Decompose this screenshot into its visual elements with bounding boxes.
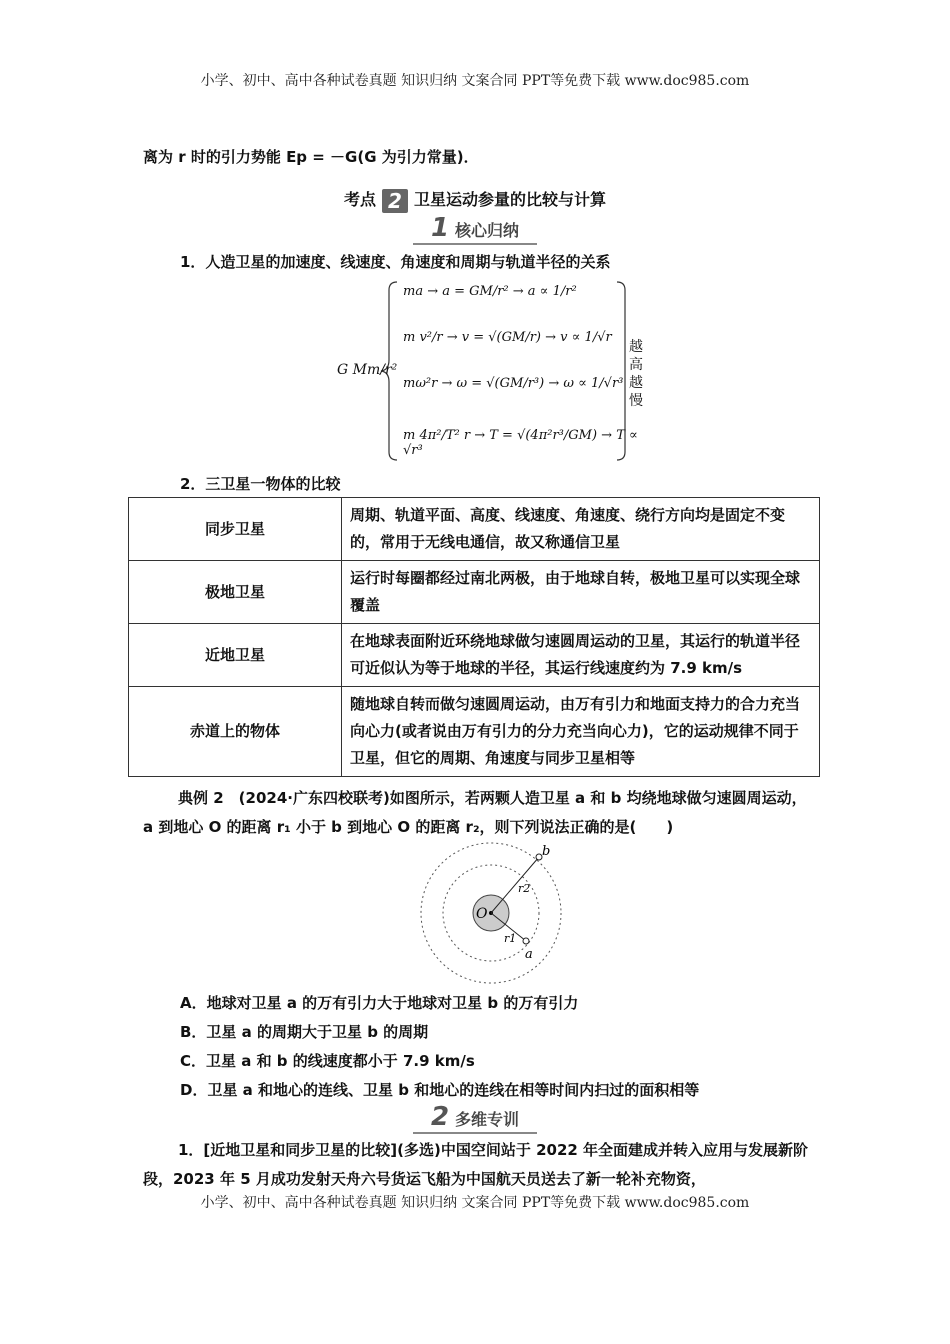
- row-label: 赤道上的物体: [129, 687, 342, 777]
- page-header: 小学、初中、高中各种试卷真题 知识归纳 文案合同 PPT等免费下载 www.doc985.com: [200, 73, 750, 89]
- label-r1: r1: [504, 932, 517, 945]
- section-number-badge: 2: [382, 189, 408, 213]
- formula-row-period: m 4π²/T² r → T = √(4π²r³/GM) → T ∝ √r³: [403, 428, 638, 458]
- item-1-heading: 1．人造卫星的加速度、线速度、角速度和周期与轨道半径的关系: [180, 253, 611, 271]
- row-label: 近地卫星: [129, 624, 342, 687]
- row-content: 运行时每圈都经过南北两极，由于地球自转，极地卫星可以实现全球覆盖: [342, 561, 820, 624]
- comparison-table: [128, 497, 820, 777]
- label-a: a: [525, 947, 533, 962]
- banner-core-summary: [0, 213, 950, 245]
- banner-label: 核心归纳: [455, 221, 520, 240]
- satellite-a: [523, 938, 529, 944]
- formula-row-angular: mω²r → ω = √(GM/r³) → ω ∝ 1/√r³: [403, 376, 624, 391]
- practice-question: 1．[近地卫星和同步卫星的比较](多选)中国空间站于 2022 年全面建成并转入应用与发展新阶段，2023 年 5 月成功发射天舟六号货运飞船为中国航天员送去了新一轮补充物资，: [143, 1141, 809, 1188]
- label-r2: r2: [518, 882, 531, 895]
- section-title: [0, 187, 950, 213]
- row-content: 周期、轨道平面、高度、线速度、角速度、绕行方向均是固定不变的，常用于无线电通信，故又称通信卫星: [342, 498, 820, 561]
- table-row: [129, 624, 820, 687]
- label-b: b: [542, 844, 551, 859]
- table-row: [129, 498, 820, 561]
- option-a: A．地球对卫星 a 的万有引力大于地球对卫星 b 的万有引力: [180, 994, 579, 1012]
- formula-row-accel: ma → a = GM/r² → a ∝ 1/r²: [403, 284, 577, 299]
- section-heading: 卫星运动参量的比较与计算: [414, 190, 607, 209]
- table-row: [129, 687, 820, 777]
- radius-r2: [491, 857, 539, 913]
- banner-number: 2: [430, 1102, 450, 1132]
- orbit-figure: [418, 840, 564, 986]
- row-content: 在地球表面附近环绕地球做匀速圆周运动的卫星，其运行的轨道半径可近似认为等于地球的半径，其运行线速度约为 7.9 km/s: [342, 624, 820, 687]
- table-row: [129, 561, 820, 624]
- formula-block: [335, 278, 647, 464]
- row-label: 极地卫星: [129, 561, 342, 624]
- section-prefix: 考点: [343, 190, 376, 209]
- banner-practice: [0, 1102, 950, 1134]
- row-label: 同步卫星: [129, 498, 342, 561]
- formula-row-velocity: m v²/r → v = √(GM/r) → v ∝ 1/√r: [403, 330, 612, 345]
- banner-number: 1: [430, 213, 450, 243]
- example-question: 典例 2 (2024·广东四校联考)如图所示，若两颗人造卫星 a 和 b 均绕地球做匀速圆周运动，a 到地心 O 的距离 r₁ 小于 b 到地心 O 的距离 r₂，则下列说法正确的是( ): [143, 789, 807, 836]
- page-footer: 小学、初中、高中各种试卷真题 知识归纳 文案合同 PPT等免费下载 www.doc985.com: [200, 1195, 750, 1211]
- intro-line: 离为 r 时的引力势能 Ep = －G(G 为引力常量)．: [143, 148, 479, 166]
- formula-side-note: 越高越慢: [629, 339, 643, 409]
- item-2-heading: 2．三卫星一物体的比较: [180, 475, 341, 493]
- banner-label: 多维专训: [455, 1110, 520, 1129]
- row-content: 随地球自转而做匀速圆周运动，由万有引力和地面支持力的合力充当向心力(或者说由万有引力的分力充当向心力)，它的运动规律不同于卫星，但它的周期、角速度与同步卫星相等: [342, 687, 820, 777]
- option-b: B．卫星 a 的周期大于卫星 b 的周期: [180, 1023, 429, 1041]
- option-d: D．卫星 a 和地心的连线、卫星 b 和地心的连线在相等时间内扫过的面积相等: [180, 1081, 700, 1099]
- label-center: O: [476, 906, 488, 922]
- formula-lhs: G Mm/r²: [337, 362, 398, 378]
- option-c: C．卫星 a 和 b 的线速度都小于 7.9 km/s: [180, 1052, 475, 1070]
